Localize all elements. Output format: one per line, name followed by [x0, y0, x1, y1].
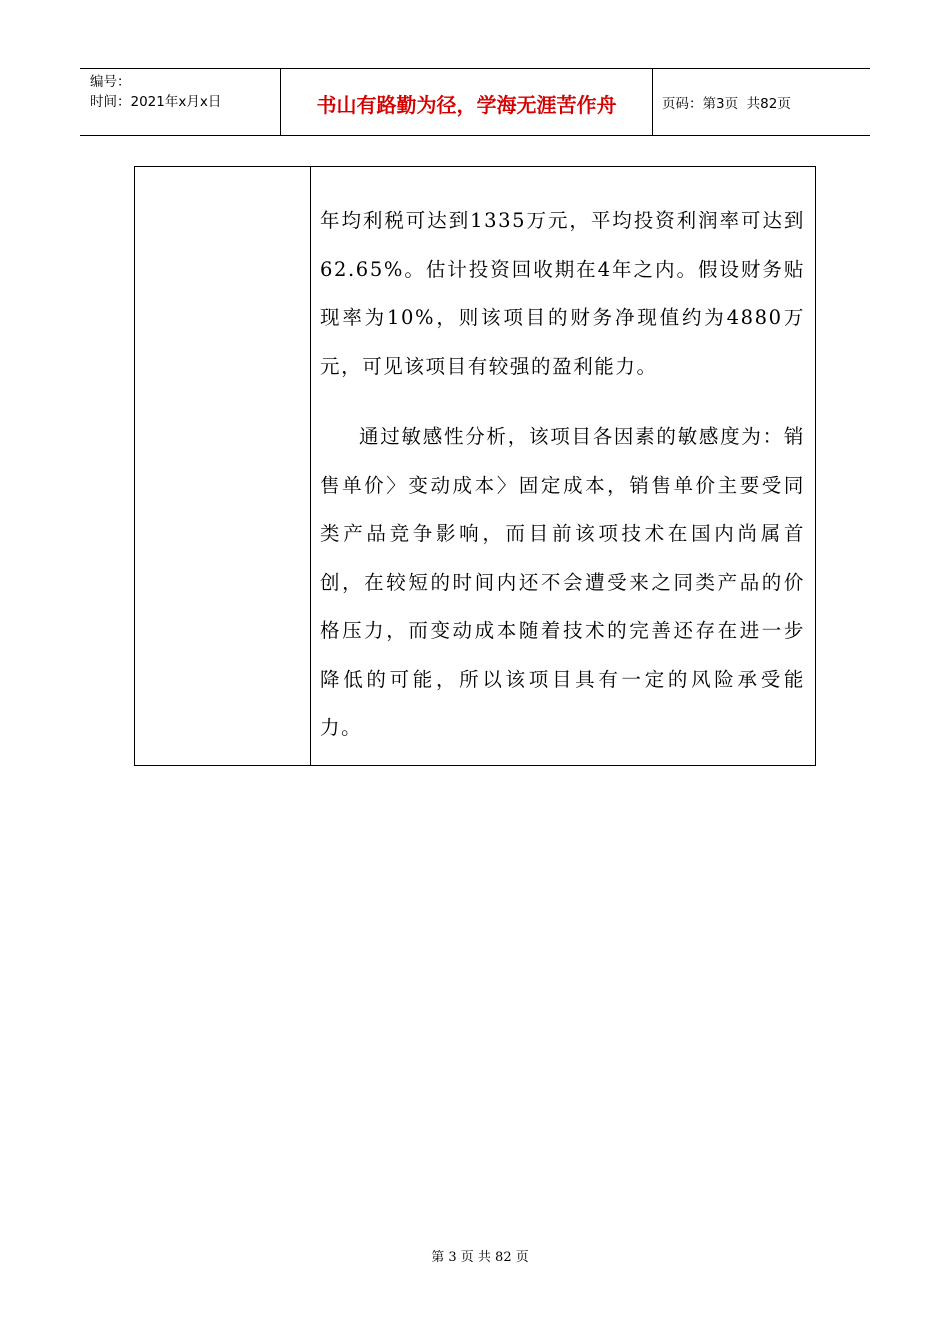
- header-page-info-cell: [653, 69, 870, 135]
- motto-text: 书山有路勤为径，学海无涯苦作舟: [316, 92, 617, 117]
- serial-label: 编号：: [90, 74, 131, 90]
- page-header: [80, 68, 870, 136]
- date-line: 时间：2021年x月x日: [90, 94, 222, 110]
- table-label-cell: [135, 167, 311, 765]
- content-table: [134, 166, 816, 766]
- paragraph-financial-analysis: 年均利税可达到1335万元，平均投资利润率可达到62.65%。估计投资回收期在4年之内。假设财务贴现率为10%，则该项目的财务净现值约为4880万元，可见该项目有较强的盈利能力。: [320, 209, 805, 378]
- header-meta: [80, 69, 281, 135]
- table-content-cell: [311, 167, 815, 765]
- page-footer: 第 3 页 共 82 页: [431, 1250, 529, 1265]
- header-motto-cell: [281, 69, 653, 135]
- page-info: 页码：第3页 共82页: [662, 96, 791, 112]
- paragraph-sensitivity-analysis: 通过敏感性分析，该项目各因素的敏感度为：销售单价〉变动成本〉固定成本，销售单价主要受同类产品竞争影响，而目前该项技术在国内尚属首创，在较短的时间内还不会遭受来之同类产品的价格压力，而变动成本随着技术的完善还存在进一步降低的可能，所以该项目具有一定的风险承受能力。: [320, 425, 805, 739]
